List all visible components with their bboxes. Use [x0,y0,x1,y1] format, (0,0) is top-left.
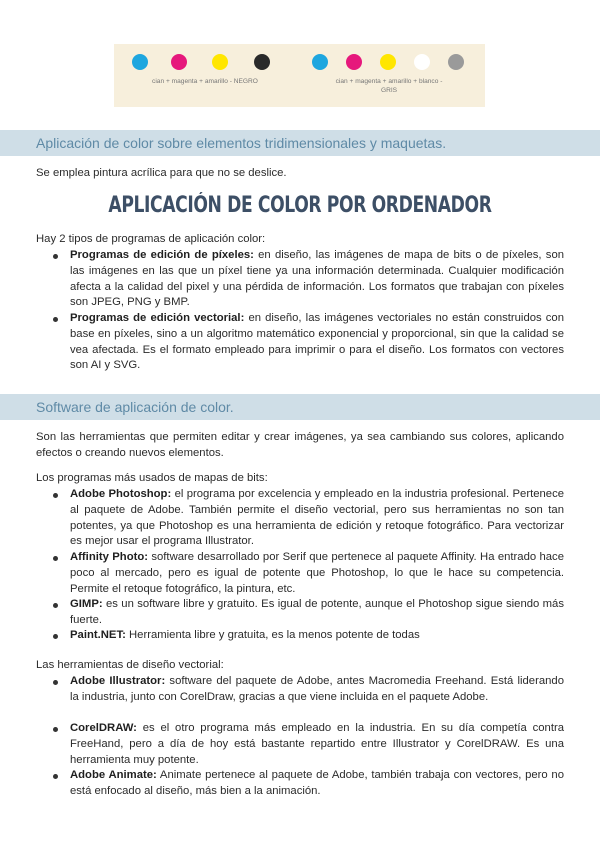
caption-gray-line1: cian + magenta + amarillo + blanco - [335,78,443,85]
section-title-2: Software de aplicación de color. [36,399,234,415]
term-affinity: Affinity Photo: [70,551,149,563]
term-illustrator: Adobe Illustrator: [70,675,166,687]
list-item-coreldraw [70,721,564,768]
list-item-animate [70,768,564,800]
magenta-dot [171,54,187,70]
yellow-dot-2 [380,54,396,70]
section1-text: Se emplea pintura acrílica para que no se deslice. [36,167,287,179]
caption-gray-line2: GRIS [380,86,398,94]
bullet-dot [53,774,58,779]
bullet-dot [53,254,58,259]
bullet-dot [53,317,58,322]
desc-illustrator: software del paquete de Adobe, antes Macromedia Freehand. Está liderando la industria, junto con CorelDraw, gracias a que viene incluida en el paquete Adobe. [70,675,564,703]
intro-text: Hay 2 tipos de programas de aplicación color: [36,233,266,245]
black-dot [254,54,270,70]
term-gimp: GIMP: [70,598,103,610]
gray-dot [448,54,464,70]
desc-pixel: en diseño, las imágenes de mapa de bits o de píxeles, son las imágenes en las que un píxel tiene ya una información determinada. Cualquier modificación afecta a la calidad del pixel y una pérdida de información. Los formatos que trabajan con píxeles son JPEG, PNG y BMP. [70,249,565,309]
bullet-dot [53,727,58,732]
term-coreldraw: CorelDRAW: [70,722,137,734]
list-item-gimp [70,597,564,629]
cyan-dot-2 [312,54,328,70]
term-paintnet: Paint.NET: [70,629,126,641]
vector-intro: Las herramientas de diseño vectorial: [36,659,224,671]
term-photoshop: Adobe Photoshop: [70,488,172,500]
list-item-vector [70,311,564,374]
desc-animate: Animate pertenece al paquete de Adobe, también trabaja con vectores, pero no está enfocado al diseño, más bien a la animación. [70,769,564,797]
desc-paintnet: Herramienta libre y gratuita, es la menos potente de todas [125,629,420,641]
caption-gray [304,78,474,95]
bullet-dot [53,680,58,685]
desc-coreldraw: es el otro programa más empleado en la industria. En su día competía contra FreeHand, pero a día de hoy está bastante repartido entre Illustrator y CorelDRAW. Es una herramienta muy potente. [70,722,564,766]
desc-vector: en diseño, las imágenes vectoriales no están construidos con base en píxeles, sino a un algoritmo matemático exponencial y proporcional, sin que la calidad se vea afectada. Es el formato empleado para imprimir o para el diseño. Los formatos con vectores son AI y SVG. [70,312,564,372]
list-item-paintnet [70,628,564,644]
bitmap-intro: Los programas más usados de mapas de bits: [36,472,268,484]
section2-text: Son las herramientas que permiten editar y crear imágenes, ya sea cambiando sus colores, aplicando efectos o creando nuevos elementos. [36,431,564,459]
bullet-dot [53,603,58,608]
list-item-illustrator [70,674,564,706]
main-title: APLICACIÓN DE COLOR POR ORDENADOR [108,193,492,218]
section-header-2 [0,394,600,420]
list-item-photoshop [70,487,564,550]
bullet-dot [53,634,58,639]
white-dot [414,54,430,70]
caption-black: cian + magenta + amarillo - NEGRO [152,78,258,85]
term-animate: Adobe Animate: [70,769,157,781]
yellow-dot [212,54,228,70]
desc-gimp: es un software libre y gratuito. Es igual de potente, aunque el Photoshop sigue siendo más fuerte. [70,598,564,626]
section-header-1 [0,130,600,156]
term-pixel: Programas de edición de píxeles: [70,249,254,261]
list-item-pixel [70,248,564,311]
magenta-dot-2 [346,54,362,70]
color-mixing-image [114,44,485,107]
bullet-dot [53,556,58,561]
desc-affinity: software desarrollado por Serif que pertenece al paquete Affinity. Ha entrado hace poco al mercado, pero es igual de potente que Photoshop, lo que le hace su competencia. Permite el retoque fotográfico, la pintura, etc. [70,551,564,595]
cyan-dot [132,54,148,70]
desc-photoshop: el programa por excelencia y empleado en la industria profesional. Pertenece al paquete de Adobe. También permite el diseño vectorial, pero sus herramientas no son tan potentes, ya que Photoshop es una herramienta de edición y retoque fotográfico. Para vectorizar es mejor usar el programa Illustrator. [70,488,564,548]
section-title-1: Aplicación de color sobre elementos tridimensionales y maquetas. [36,135,447,151]
term-vector: Programas de edición vectorial: [70,312,245,324]
bullet-dot [53,493,58,498]
list-item-affinity [70,550,564,597]
